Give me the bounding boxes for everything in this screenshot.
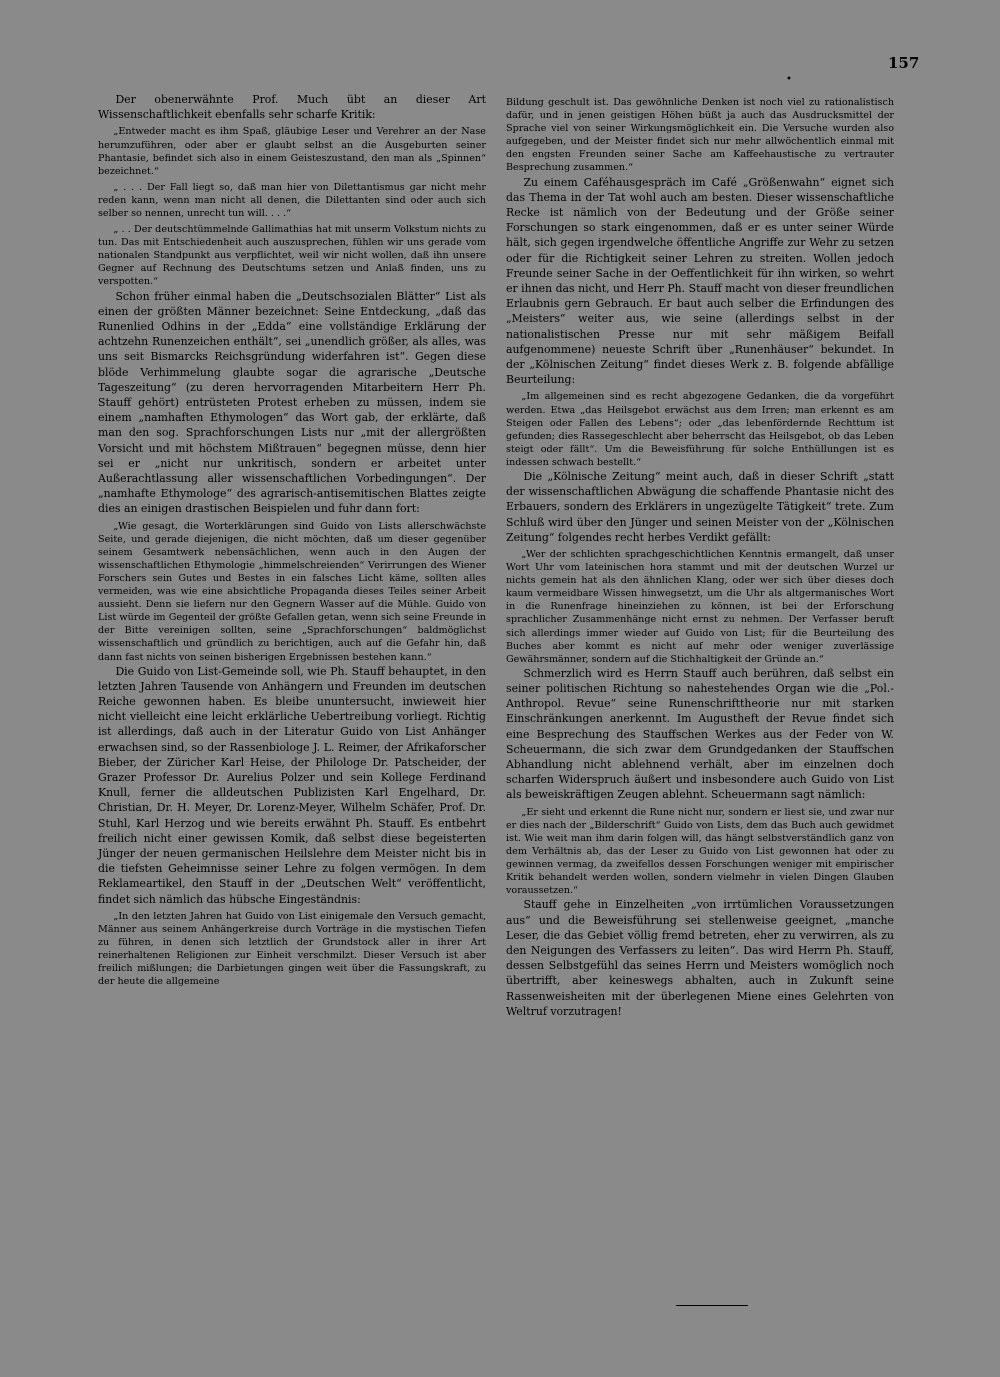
paragraph: Zu einem Caféhausgespräch im Café „Größenwahn“ eignet sich das Thema in der Tat wohl auch am besten. Dieser wissenschaftliche Recke ist nämlich von der Bedeutung und der Größe seiner Forschungen so stark eingenommen, daß er es unter seiner Würde hält, sich gegen irgendwelche öffentliche Angriffe zur Wehr zu setzen oder für die Richtigkeit seiner Lehren zu streiten. Wollen jedoch Freunde seiner Sache in der Oeffentlichkeit für ihn wirken, so wehrt er ihnen das nicht, und Herr Ph. Stauff macht von dieser freundlichen Erlaubnis gern Gebrauch. Er baut auch selber die Erfindungen des „Meisters“ weiter aus, wie seine (allerdings selbst in der nationalistischen Presse nur mit sehr mäßigem Beifall aufgenommene) neueste Schrift über „Runenhäuser“ bekundet. In der „Kölnischen Zeitung“ findet dieses Werk z. B. folgende abfällige Beurteilung:: [506, 175, 894, 387]
quote: „Entweder macht es ihm Spaß, gläubige Leser und Verehrer an der Nase herumzuführen, oder aber er glaubt selbst an die Ausgeburten seiner Phantasie, befindet sich also in einem Geisteszustand, den man als „Spinnen“ bezeichnet.“: [98, 126, 486, 177]
paragraph: Stauff gehe in Einzelheiten „von irrtümlichen Voraussetzungen aus“ und die Beweisführung sei stellenweise geeignet, „manche Leser, die das Gebiet völlig fremd betreten, eher zu verwirren, als zu den Neigungen des Verfassers zu leiten“. Das wird Herrn Ph. Stauff, dessen Selbstgefühl das seines Herrn und Meisters womöglich noch übertrifft, aber keineswegs abhalten, auch in Zukunft seine Rassenweisheiten mit der überlegenen Miene eines Gelehrten von Weltruf vorzutragen!: [506, 898, 894, 1018]
quote: „ . . . Der Fall liegt so, daß man hier von Dilettantismus gar nicht mehr reden kann, wenn man nicht all denen, die Dilettanten sind oder auch sich selber so nennen, unrecht tun will. . . .“: [98, 181, 486, 219]
quote: „In den letzten Jahren hat Guido von List einigemale den Versuch gemacht, Männer aus seinem Anhängerkreise durch Vorträge in die mystischen Tiefen zu führen, in denen sich letztlich der Grundstock aller in ihrer Art reinerhaltenen Religionen zur Einheit verschmilzt. Dieser Versuch ist aber freilich mißlungen; die Darbietungen gingen weit über die Fassungskraft, zu der heute die allgemeine: [98, 910, 486, 988]
left-column: [98, 92, 486, 988]
page-number: 157: [888, 54, 920, 72]
page-mark: •: [786, 74, 792, 85]
paragraph: Schon früher einmal haben die „Deutschsozialen Blätter“ List als einen der größten Männer bezeichnet: Seine Entdeckung, „daß das Runenlied Odhins in der „Edda“ eine vollständige Erklärung der achtzehn Runenzeichen enthält“, sei „unendlich größer, als alles, was uns seit Bismarcks Reichsgründung widerfahren ist“. Gegen diese blöde Verhimmelung glaubte sogar die agrarische „Deutsche Tageszeitung“ (zu deren hervorragenden Mitarbeitern Herr Ph. Stauff gehört) entrüsteten Protest erheben zu müssen, indem sie einem „namhaften Ethymologen“ das Wort gab, der erklärte, daß man den sog. Sprachforschungen Lists nur „mit der allergrößten Vorsicht und mit höchstem Mißtrauen“ begegnen müsse, denn hier sei er „nicht nur unkritisch, sondern er arbeitet unter Außerachtlassung aller wissenschaftlichen Vorbedingungen“. Der „namhafte Ethymologe“ des agrarisch-antisemitischen Blattes zeigte dies an einigen drastischen Beispielen und fuhr dann fort:: [98, 289, 486, 516]
quote: „Wer der schlichten sprachgeschichtlichen Kenntnis ermangelt, daß unser Wort Uhr vom lateinischen hora stammt und mit der deutschen Wurzel ur nichts gemein hat als den ähnlichen Klang, oder wer sich über dieses doch kaum vermeidbare Wissen hinwegsetzt, um die Uhr als altgermanisches Wort in die Runenfrage hineinziehen zu können, ist bei der Erforschung sprachlicher Zusammenhänge nicht ernst zu nehmen. Der Verfasser beruft sich allerdings immer wieder auf Guido von List; für die Beurteilung des Buches aber kommt es nicht auf mehr oder weniger zuverlässige Gewährsmänner, sondern auf die Stichhaltigkeit der Gründe an.“: [506, 548, 894, 665]
quote: „Wie gesagt, die Worterklärungen sind Guido von Lists allerschwächste Seite, und gerade diejenigen, die nicht möchten, daß um dieser gegenüber seinem Gesamtwerk nebensächlichen, wenn auch in den Augen der wissenschaftlichen Ethymologie „himmelschreienden“ Verirrungen des Wiener Forschers sein Gutes und Bestes in ein falsches Licht käme, sollten alles vermeiden, was wie eine absichtliche Propaganda dieses Teiles seiner Arbeit aussieht. Denn sie liefern nur den Gegnern Wasser auf die Mühle. Guido von List würde im Gegenteil der größte Gefallen getan, wenn sich seine Freunde in der Bitte vereinigen sollten, seine „Sprachforschungen“ baldmöglichst wissenschaftlich und gründlich zu berichtigen, auch auf die Gefahr hin, daß dann fast nichts von seinen bisherigen Ergebnissen bestehen kann.“: [98, 520, 486, 663]
paragraph: Schmerzlich wird es Herrn Stauff auch berühren, daß selbst ein seiner politischen Richtung so nahestehendes Organ wie die „Pol.-Anthropol. Revue“ seine Runenschrifttheorie nur mit starken Einschränkungen anerkennt. Im Augustheft der Revue findet sich eine Besprechung des Stauffschen Werkes aus der Feder von W. Scheuermann, die sich zwar dem Grundgedanken der Stauffschen Abhandlung nicht ablehnend verhält, aber im einzelnen doch scharfen Widerspruch äußert und insbesondere auch Guido von List als beweiskräftigen Zeugen ablehnt. Scheuermann sagt nämlich:: [506, 666, 894, 802]
paragraph: Die Guido von List-Gemeinde soll, wie Ph. Stauff behauptet, in den letzten Jahren Tausende von Anhängern und Freunden im deutschen Reiche gewonnen haben. Es bleibe ununtersucht, inwieweit hier nicht vielleicht eine leicht erklärliche Uebertreibung vorliegt. Richtig ist allerdings, daß auch in der Literatur Guido von List Anhänger erwachsen sind, so der Rassenbiologe J. L. Reimer, der Afrikaforscher Bieber, der Züricher Karl Heise, der Philologe Dr. Patscheider, der Grazer Professor Dr. Aurelius Polzer und sein Kollege Ferdinand Knull, ferner die alldeutschen Publizisten Karl Engelhard, Dr. Christian, Dr. H. Meyer, Dr. Lorenz-Meyer, Wilhelm Schäfer, Prof. Dr. Stuhl, Karl Herzog und wie bereits erwähnt Ph. Stauff. Es entbehrt freilich nicht einer gewissen Komik, daß selbst diese begeisterten Jünger der neuen germanischen Heilslehre dem Meister nicht bis in die tiefsten Geheimnisse seiner Lehre zu folgen vermögen. In dem Reklameartikel, den Stauff in der „Deutschen Welt“ veröffentlicht, findet sich nämlich das hübsche Eingeständnis:: [98, 664, 486, 906]
right-column: [506, 93, 894, 1019]
end-rule: [676, 1305, 748, 1306]
quote-continued: Bildung geschult ist. Das gewöhnliche Denken ist noch viel zu rationalistisch dafür, und in jenen geistigen Höhen büßt ja auch das Ausdrucksmittel der Sprache viel von seiner Wirkungsmöglichkeit ein. Die Versuche wurden also aufgegeben, und der Meister findet sich nur mehr allwöchentlich einmal mit den engsten Freunden seiner Sache am Kaffeehaustische zu vertrauter Besprechung zusammen.“: [506, 97, 894, 174]
quote: „ . . Der deutschtümmelnde Gallimathias hat mit unserm Volkstum nichts zu tun. Das mit Entschiedenheit auch auszusprechen, fühlen wir uns gerade vom nationalen Standpunkt aus verpflichtet, weil wir nicht wollen, daß ihn unsere Gegner auf Rechnung des Deutschtums setzen und Anlaß finden, uns zu verspotten.“: [98, 224, 486, 288]
quote: „Im allgemeinen sind es recht abgezogene Gedanken, die da vorgeführt werden. Etwa „das Heilsgebot erwächst aus dem Irren; man erkennt es am Steigen oder Fallen des Lebens“; oder „das lebenfördernde Rechttum ist gefunden; dies Rassegeschlecht aber beherrscht das Heilsgebot, ob das Leben steigt oder fällt“. Um die Beweisführung für solche Enthüllungen ist es indessen schwach bestellt.“: [506, 391, 894, 468]
paragraph: Die „Kölnische Zeitung“ meint auch, daß in dieser Schrift „statt der wissenschaftlichen Abwägung die schaffende Phantasie nicht des Erbauers, sondern des Erklärers in ungezügelte Tätigkeit“ trete. Zum Schluß wird über den Jünger und seinen Meister von der „Kölnischen Zeitung“ folgendes recht herbes Verdikt gefällt:: [506, 469, 894, 544]
paragraph: Der obenerwähnte Prof. Much übt an dieser Art Wissenschaftlichkeit ebenfalls sehr scharfe Kritik:: [98, 93, 486, 122]
quote: „Er sieht und erkennt die Rune nicht nur, sondern er liest sie, und zwar nur er dies nach der „Bilderschrift“ Guido von Lists, dem das Buch auch gewidmet ist. Wie weit man ihm darin folgen will, das hängt selbstverständlich ganz von dem Verhältnis ab, das der Leser zu Guido von List gewonnen hat oder zu gewinnen vermag, da zweifellos dessen Forschungen weniger mit empirischer Kritik behandelt werden wollen, sondern vielmehr in vielen Dingen Glauben voraussetzen.“: [506, 806, 894, 897]
